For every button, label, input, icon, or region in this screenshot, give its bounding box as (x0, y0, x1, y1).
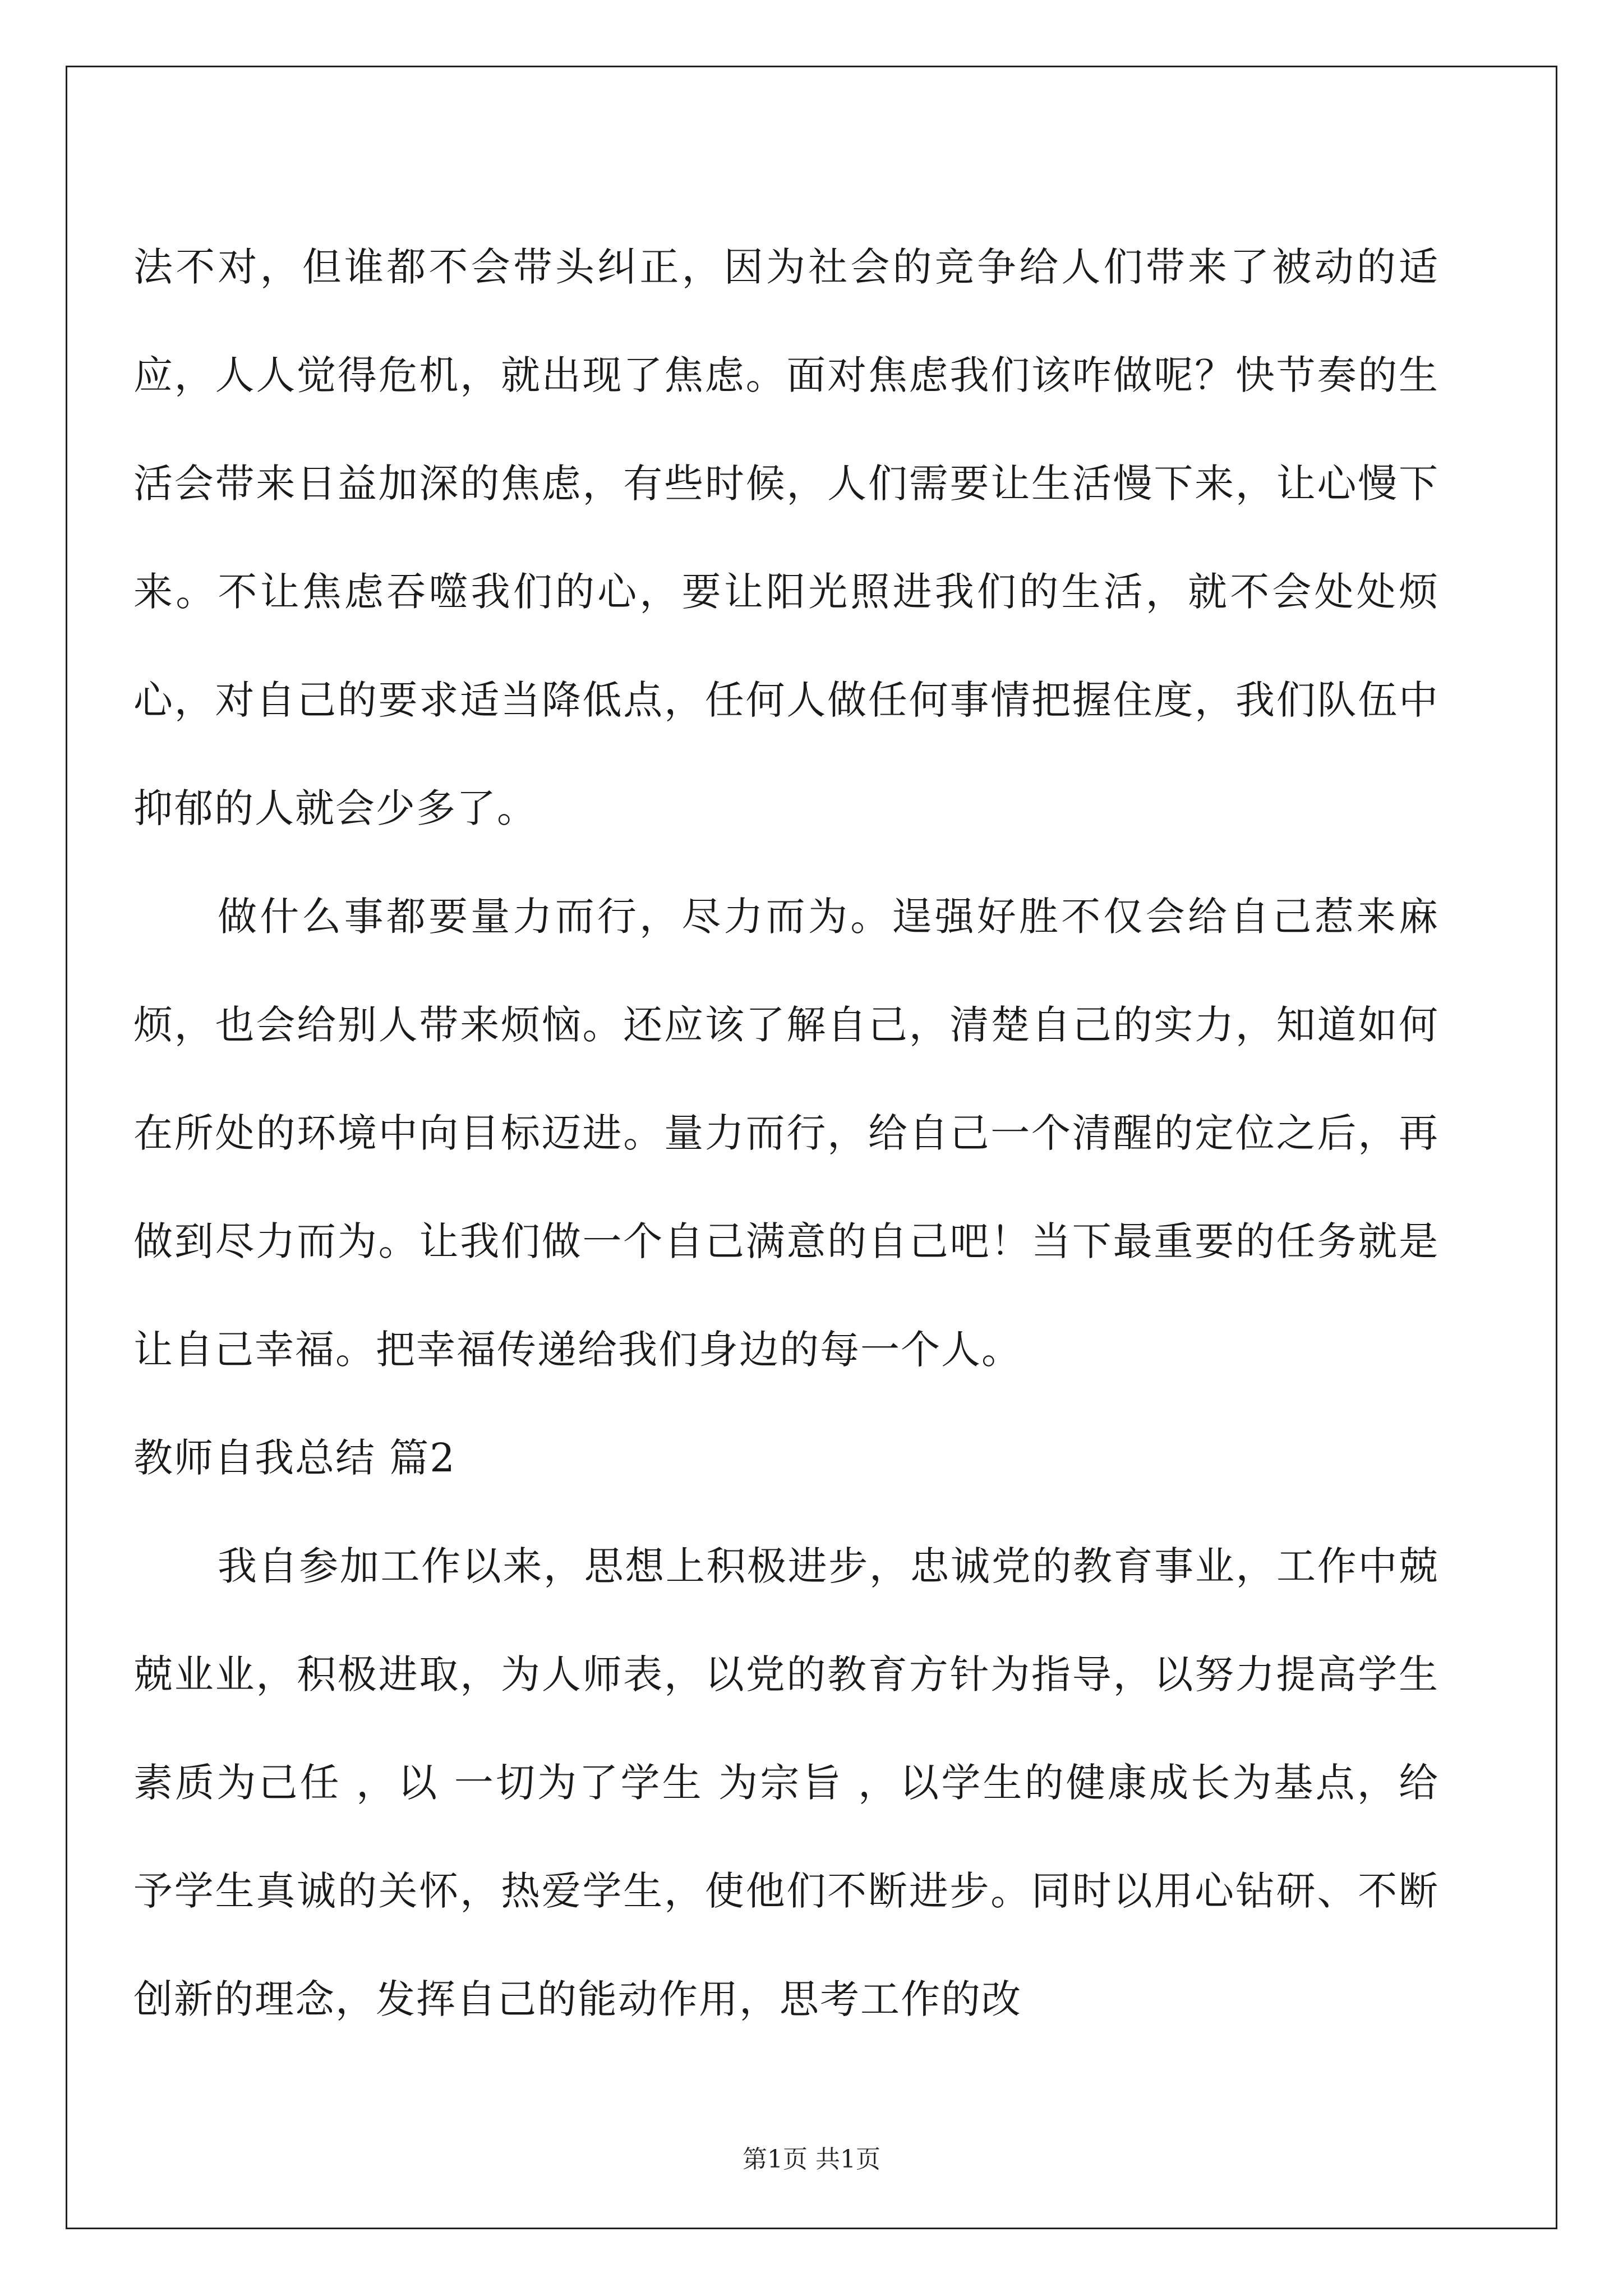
document-body (133, 213, 1439, 2054)
paragraph-1: 法不对，但谁都不会带头纠正，因为社会的竞争给人们带来了被动的适应，人人觉得危机，就出现了焦虑。面对焦虑我们该咋做呢？快节奏的生活会带来日益加深的焦虑，有些时候，人们需要让生活慢下来，让心慢下来。不让焦虑吞噬我们的心，要让阳光照进我们的生活，就不会处处烦心，对自己的要求适当降低点，任何人做任何事情把握住度，我们队伍中抑郁的人就会少多了。 (133, 244, 1439, 831)
paragraph-2: 做什么事都要量力而行，尽力而为。逞强好胜不仅会给自己惹来麻烦，也会给别人带来烦恼。还应该了解自己，清楚自己的实力，知道如何在所处的环境中向目标迈进。量力而行，给自己一个清醒的定位之后，再做到尽力而为。让我们做一个自己满意的自己吧！当下最重要的任务就是让自己幸福。把幸福传递给我们身边的每一个人。 (133, 894, 1439, 1373)
paragraph-3: 我自参加工作以来，思想上积极进步，忠诚党的教育事业，工作中兢兢业业，积极进取，为人师表，以党的教育方针为指导，以努力提高学生素质为己任 ，以 一切为了学生 为宗旨 ，以学生的健康成长为基点，给予学生真诚的关怀，热爱学生，使他们不断进步。同时以用心钻研、不断创新的理念，发挥自己的能动作用，思考工作的改 (133, 1543, 1439, 2022)
page-footer: 第1页 共1页 (743, 2145, 880, 2174)
section-heading: 教师自我总结 篇2 (133, 1435, 456, 1481)
